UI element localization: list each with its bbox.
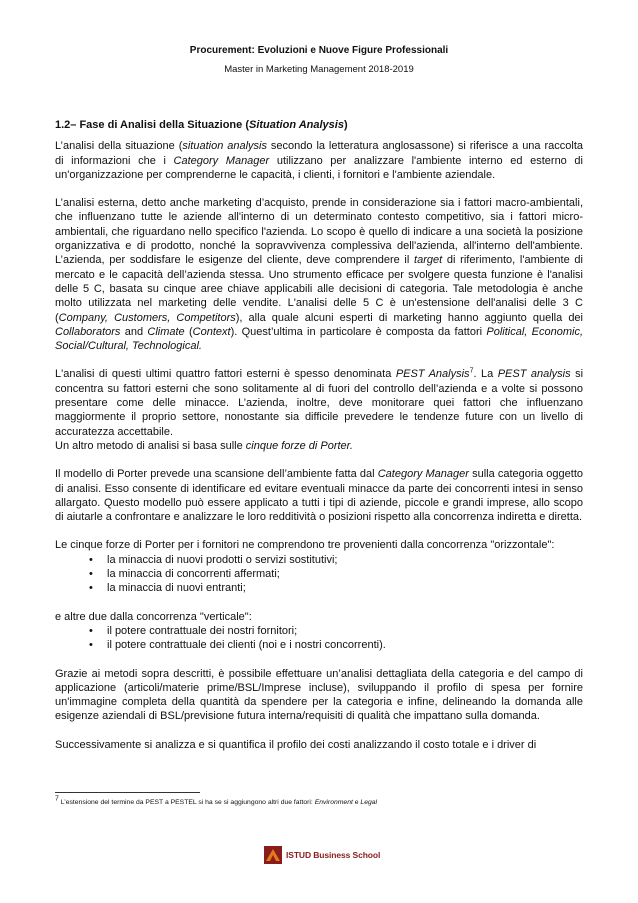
paragraph-3: L'analisi di questi ultimi quattro fattori esterni è spesso denominata PEST Analysis$^7$. La PEST analysis si concentra su fattori esterni che sono solitamente al di fuori del controllo dell’azienda e a volte si possono presentare come delle minacce. L’azienda, inoltre, deve monitorare quei fattori che influenzano maggiormente il proprio settore, nonostante sia difficile prevedere le tendenze future con un livello di accuratezza accettabile. <box>55 367 584 438</box>
footnote-ref[interactable]: 7 <box>469 367 474 375</box>
footnote: $^7$ L’estensione del termine da PEST a PESTEL si ha se si aggiungono altri due fattori: Environment e Legal <box>55 795 378 806</box>
paragraph-1: L’analisi della situazione (situation analysis secondo la letteratura anglosassone) si riferisce a una raccolta di informazioni che i Category Manager utilizzano per analizzare l'ambiente interno ed esterno di un'organizzazione per comprenderne le capacità, i clienti, i fornitori e l'ambiente aziendale. <box>55 140 583 181</box>
list-item: • il potere contrattuale dei nostri fornitori; <box>55 624 583 638</box>
list-item: • il potere contrattuale dei clienti (noi e i nostri concorrenti). <box>55 638 583 652</box>
paragraph-6: e altre due dalla concorrenza "verticale": <box>55 610 252 623</box>
paragraph-7: Grazie ai metodi sopra descritti, è possibile effettuare un’analisi dettagliata della categoria e del campo di applicazione (articoli/materie prime/BSL/Imprese incluse), sviluppando il profilo di spesa per fornire un'immagine completa della quantità da spendere per la categoria e infine, delineando la domanda alle esigenze aziendali di BSL/previsione futura interna/requisiti di qualità che impattano sulla domanda. <box>55 667 583 723</box>
istud-logo-icon <box>264 846 282 864</box>
section-title: 1.2– Fase di Analisi della Situazione (Situation Analysis) <box>55 119 348 131</box>
header-title: Procurement: Evoluzioni e Nuove Figure Professionali <box>189 45 449 56</box>
document-body <box>55 118 583 752</box>
paragraph-2: L’analisi esterna, detto anche marketing d’acquisto, prende in considerazione sia i fattori macro-ambientali, che influenzano tutte le aziende all'interno di un determinato contesto competitivo, sia i fattori micro-ambientali, che riguardano nello specifico l'azienda. Lo scopo è quello di indicare a una società la posizione organizzativa e di prodotto, nonché la sopravvivenza complessiva dell'azienda, all'interno dell'ambiente. L’azienda, per soddisfare le esigenze del cliente, deve comprendere il target di riferimento, l'ambiente di mercato e le capacità dell’azienda stessa. Uno strumento efficace per svolgere questa funzione è l'analisi delle 5 C, basata su cinque aree chiave applicabili alle decisioni di categoria. Tale metodologia è anche molto utilizzata nel marketing delle vendite. L'analisi delle 5 C è un'estensione dell'analisi delle 3 C (Company, Customers, Competitors), alla quale alcuni esperti di marketing hanno aggiunto quella dei Collaborators and Climate (Context). Quest’ultima in particolare è composta da fattori Political, Economic, Social/Cultural, Technological. <box>55 197 583 353</box>
header-subtitle: Master in Marketing Management 2018-2019 <box>224 64 414 75</box>
istud-logo <box>264 845 380 865</box>
paragraph-8: Successivamente si analizza e si quantifica il profilo dei costi analizzando il costo totale e i driver di <box>55 738 537 751</box>
paragraph-3b: Un altro metodo di analisi si basa sulle cinque forze di Porter. <box>55 439 353 452</box>
paragraph-5: Le cinque forze di Porter per i fornitori ne comprendono tre provenienti dalla concorrenza "orizzontale": <box>55 539 555 552</box>
logo-text: ISTUD Business School <box>286 850 381 860</box>
paragraph-4: Il modello di Porter prevede una scansione dell’ambiente fatta dal Category Manager sulla categoria oggetto di analisi. Esso consente di identificare ed evitare eventuali minacce da parte dei concorrenti intesi in senso allargato. Questo modello può essere applicato a tutti i tipi di aziende, piccole e grandi imprese, allo scopo di aiutarle a confrontare e analizzare le loro redditività o posizioni rispetto alla concorrenza indiretta e diretta. <box>55 468 584 524</box>
list-item: • la minaccia di concorrenti affermati; <box>55 567 583 581</box>
list-item: • la minaccia di nuovi prodotti o servizi sostitutivi; <box>55 553 583 567</box>
horizontal-forces-list <box>55 553 583 596</box>
list-item: • la minaccia di nuovi entranti; <box>55 581 583 595</box>
vertical-forces-list <box>55 624 583 653</box>
footnote-separator <box>55 792 200 793</box>
